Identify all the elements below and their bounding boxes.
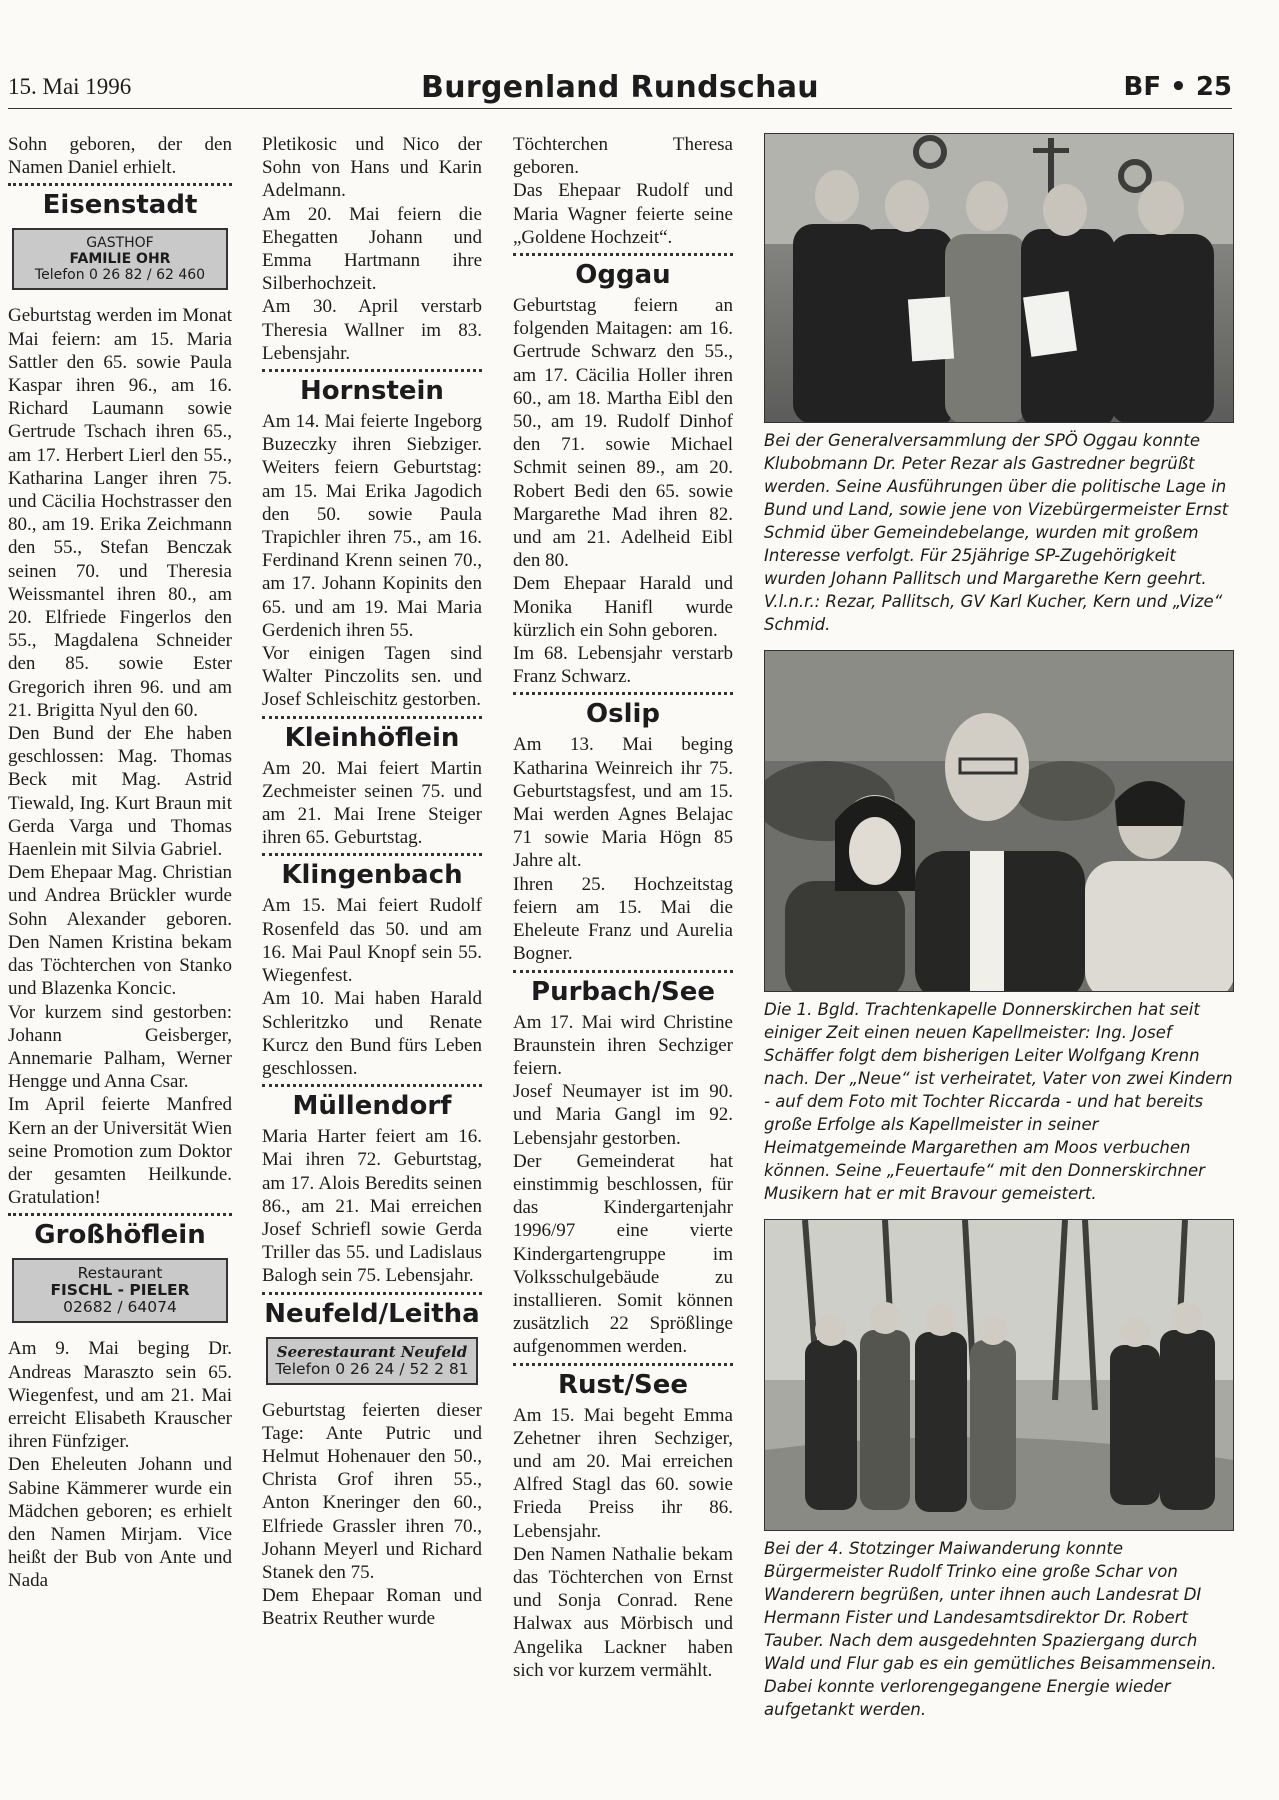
ad-line: GASTHOF	[86, 235, 154, 252]
section-heading-oslip: Oslip	[585, 699, 660, 730]
ad-line: Telefon 0 26 82 / 62 460	[34, 267, 206, 284]
dotted-divider	[8, 183, 232, 186]
paragraph: Töchterchen Theresa geboren.	[513, 134, 733, 179]
ad-line: Restaurant	[77, 1264, 163, 1283]
section-heading-kleinhoeflein: Kleinhöflein	[284, 722, 460, 753]
newspaper-title: Burgenland Rundschau	[421, 70, 819, 105]
photo-stotzinger-maiwanderung	[764, 1219, 1234, 1531]
paragraph: Am 20. Mai feiern die Ehegatten Johann und Emma Hartmann ihre Silberhochzeit.	[262, 203, 482, 295]
dotted-divider	[513, 692, 733, 695]
paragraph: Geburtstag feierten dieser Tage: Ante Putric und Helmut Hohenauer den 50., Christa Grof ihren 55., Anton Kneringer den 60., Elfriede Grassler ihren 70., Johann Meyerl und Richard Stanek den 75.	[262, 1399, 482, 1583]
paragraph: Vor einigen Tagen sind Walter Pinczolits sen. und Josef Schleischitz gestorben.	[262, 643, 482, 711]
advertisement-seerestaurant-neufeld	[266, 1337, 478, 1385]
paragraph: Pletikosic und Nico der Sohn von Hans und Karin Adelmann.	[262, 134, 482, 202]
dotted-divider	[513, 1363, 733, 1366]
paragraph: Am 9. Mai beging Dr. Andreas Maraszto sein 65. Wiegenfest, und am 21. Mai erreicht Elisabeth Krauscher ihren Fünfziger.	[8, 1338, 232, 1453]
paragraph: Den Namen Nathalie bekam das Töchterchen von Ernst und Sonja Conrad. Rene Halwax aus Mörbisch und Angelika Lackner haben sich vor kurzem vermählt.	[513, 1543, 733, 1681]
section-heading-muellendorf: Müllendorf	[292, 1091, 452, 1122]
ad-line: FAMILIE OHR	[69, 251, 171, 268]
ad-line: FISCHL - PIELER	[50, 1281, 190, 1300]
paragraph: Geburtstag feiern an folgenden Maitagen: am 16. Gertrude Schwarz den 55., am 17. Cäcilia Holler ihren 60., am 18. Martha Eibl den 50., am 19. Rudolf Dinhof den 71. sowie Michael Schmit seinen 89., am 20. Robert Bedi den 65. sowie Margarethe Mad ihren 82. und am 21. Adelheid Eibl den 80.	[513, 295, 733, 572]
paragraph: Dem Ehepaar Mag. Christian und Andrea Brückler wurde Sohn Alexander geboren. Den Namen Kristina bekam das Töchterchen von Stanko und Blazenka Koncic.	[8, 862, 232, 1000]
paragraph: Am 13. Mai beging Katharina Weinreich ihr 75. Geburtstagsfest, und am 15. Mai werden Agnes Belajac 71 sowie Maria Högn 85 Jahre alt.	[513, 734, 733, 872]
paragraph: Der Gemeinderat hat einstimmig beschlossen, für das Kindergartenjahr 1996/97 eine vierte Kindergartengruppe im Volksschulgebäude zu installieren. Somit können zusätzlich 22 Sprößlinge aufgenommen werden.	[513, 1150, 733, 1358]
dotted-divider	[513, 253, 733, 256]
advertisement-gasthof-ohr	[12, 228, 228, 290]
paragraph: Dem Ehepaar Harald und Monika Hanifl wurde kürzlich ein Sohn geboren.	[513, 573, 733, 641]
photo-caption: Bei der Generalversammlung der SPÖ Oggau konnte Klubobmann Dr. Peter Rezar als Gastredner begrüßt werden. Seine Ausführungen über die politische Lage in Bund und Land, sowie jene von Vizebürgermeister Ernst Schmid über Gemeindebelange, wurden mit großem Interesse verfolgt. Für 25jährige SP-Zugehörigkeit wurden Johann Pallitsch und Margarethe Kern geehrt. V.l.n.r.: Rezar, Pallitsch, GV Karl Kucher, Kern und „Vize“ Schmid.	[764, 431, 1229, 634]
dotted-divider	[262, 1292, 482, 1295]
column-1	[8, 133, 232, 1593]
section-heading-eisenstadt: Eisenstadt	[42, 190, 198, 221]
photo-image	[765, 134, 1233, 422]
column-3	[513, 133, 733, 1682]
column-4-photos	[764, 133, 1234, 1735]
paragraph: Ihren 25. Hochzeitstag feiern am 15. Mai die Eheleute Franz und Aurelia Bogner.	[513, 873, 733, 965]
paragraph: Am 15. Mai begeht Emma Zehetner ihren Sechziger, und am 20. Mai erreichen Alfred Stagl das 60. sowie Frieda Preiss ihr 86. Lebensjahr.	[513, 1404, 733, 1542]
dotted-divider	[262, 1084, 482, 1087]
paragraph: Vor kurzem sind gestorben: Johann Geisberger, Annemarie Palham, Werner Hengge und Anna Csar.	[8, 1001, 232, 1093]
paragraph: Den Eheleuten Johann und Sabine Kämmerer wurde ein Mädchen geboren; es erhielt den Namen Mirjam. Vice heißt der Bub von Ante und Nada	[8, 1454, 232, 1592]
photo-spoe-oggau-meeting	[764, 133, 1234, 423]
section-heading-klingenbach: Klingenbach	[281, 860, 463, 891]
paragraph: Den Bund der Ehe haben geschlossen: Mag. Thomas Beck mit Mag. Astrid Tiewald, Ing. Kurt Braun mit Gerda Varga und Thomas Haenlein mit Silvia Gabriel.	[8, 723, 232, 861]
section-heading-purbach: Purbach/See	[531, 976, 715, 1007]
section-heading-oggau: Oggau	[575, 260, 671, 291]
paragraph: Maria Harter feiert am 16. Mai ihren 72. Geburtstag, am 17. Alois Beredits seinen 86., am 21. Mai erreichen Josef Schriefl sowie Gerda Triller das 55. und Ladislaus Balogh sein 75. Lebensjahr.	[262, 1126, 482, 1287]
section-heading-rust: Rust/See	[558, 1369, 688, 1400]
ad-line: Seerestaurant Neufeld	[276, 1342, 468, 1361]
photo-image	[765, 651, 1233, 991]
dotted-divider	[262, 716, 482, 719]
paragraph: Dem Ehepaar Roman und Beatrix Reuther wurde	[262, 1585, 482, 1630]
paragraph: Josef Neumayer ist im 90. und Maria Gangl im 92. Lebensjahr gestorben.	[513, 1081, 733, 1149]
dotted-divider	[262, 853, 482, 856]
advertisement-restaurant-fischl	[12, 1258, 228, 1323]
paragraph: Am 14. Mai feierte Ingeborg Buzeczky ihren Siebziger. Weiters feiern Geburtstag: am 15. Mai Erika Jagodich den 50. sowie Paula Trapichler ihren 75., am 16. Ferdinand Krenn seinen 70., am 17. Johann Kopinits den 65. und am 19. Mai Maria Gerdenich ihren 55.	[262, 411, 482, 641]
photo-caption: Die 1. Bgld. Trachtenkapelle Donnerskirchen hat seit einiger Zeit einen neuen Kapellmeister: Ing. Josef Schäffer folgt dem bisherigen Leiter Wolfgang Krenn nach. Der „Neue“ ist verheiratet, Vater von zwei Kindern - auf dem Foto mit Tochter Riccarda - und hat bereits große Erfolge als Kapellmeister in seiner Heimatgemeinde Margarethen am Moos verbuchen können. Seine „Feuertaufe“ mit den Donnerskirchner Musikern hat er mit Bravour gemeistert.	[764, 1000, 1233, 1203]
section-heading-neufeld: Neufeld/Leitha	[264, 1298, 480, 1329]
paragraph: Am 30. April verstarb Theresia Wallner im 83. Lebensjahr.	[262, 296, 482, 364]
paragraph: Am 10. Mai haben Harald Schleritzko und Renate Kurcz den Bund fürs Leben geschlossen.	[262, 988, 482, 1079]
paragraph: Geburtstag werden im Monat Mai feiern: am 15. Maria Sattler den 65. sowie Paula Kaspar ihren 96., am 16. Richard Laumann sowie Gertrude Tschach ihren 65., am 17. Herbert Lierl den 55., Katharina Langer ihren 75. und Cäcilia Hochstrasser den 80., am 19. Erika Zeichmann den 55., Stefan Benczak seinen 70. und Theresia Weissmantel ihren 80., am 20. Elfriede Fingerlos den 55., Magdalena Schneider den 85. sowie Ester Gregorich ihren 96. und am 21. Brigitta Nyul den 60.	[8, 305, 232, 721]
paragraph: Am 15. Mai feiert Rudolf Rosenfeld das 50. und am 16. Mai Paul Knopf sein 55. Wiegenfest.	[262, 895, 482, 987]
paragraph: Im April feierte Manfred Kern an der Universität Wien seine Promotion zum Doktor der gesamten Heilkunde. Gratulation!	[8, 1094, 232, 1209]
masthead	[8, 66, 1232, 109]
paragraph: Am 17. Mai wird Christine Braunstein ihren Sechziger feiern.	[513, 1011, 733, 1079]
paragraph: Sohn geboren, der den Namen Daniel erhielt.	[8, 134, 232, 179]
section-heading-grosshoeflein: Großhöflein	[34, 1220, 206, 1251]
photo-image	[765, 1220, 1233, 1530]
column-2	[262, 133, 482, 1631]
dotted-divider	[8, 1213, 232, 1216]
page-number: BF • 25	[1123, 72, 1232, 102]
paragraph: Das Ehepaar Rudolf und Maria Wagner feierte seine „Goldene Hochzeit“.	[513, 180, 733, 248]
ad-line: Telefon 0 26 24 / 52 2 81	[275, 1359, 469, 1378]
paragraph: Im 68. Lebensjahr verstarb Franz Schwarz.	[513, 643, 733, 688]
section-heading-hornstein: Hornstein	[300, 376, 444, 407]
issue-date: 15. Mai 1996	[8, 74, 132, 99]
paragraph: Am 20. Mai feiert Martin Zechmeister seinen 75. und am 21. Mai Irene Steiger ihren 65. Geburtstag.	[262, 757, 482, 849]
photo-caption: Bei der 4. Stotzinger Maiwanderung konnte Bürgermeister Rudolf Trinko eine große Schar von Wanderern begrüßen, unter ihnen auch Landesrat DI Hermann Fister und Landesamtsdirektor Dr. Robert Tauber. Nach dem ausgedehnten Spaziergang durch Wald und Flur gab es ein gemütliches Beisammensein. Dabei konnte verlorengegangene Energie wieder aufgetankt werden.	[764, 1539, 1217, 1719]
photo-trachtenkapelle	[764, 650, 1234, 992]
ad-line: 02682 / 64074	[63, 1298, 177, 1317]
dotted-divider	[262, 369, 482, 372]
dotted-divider	[513, 970, 733, 973]
